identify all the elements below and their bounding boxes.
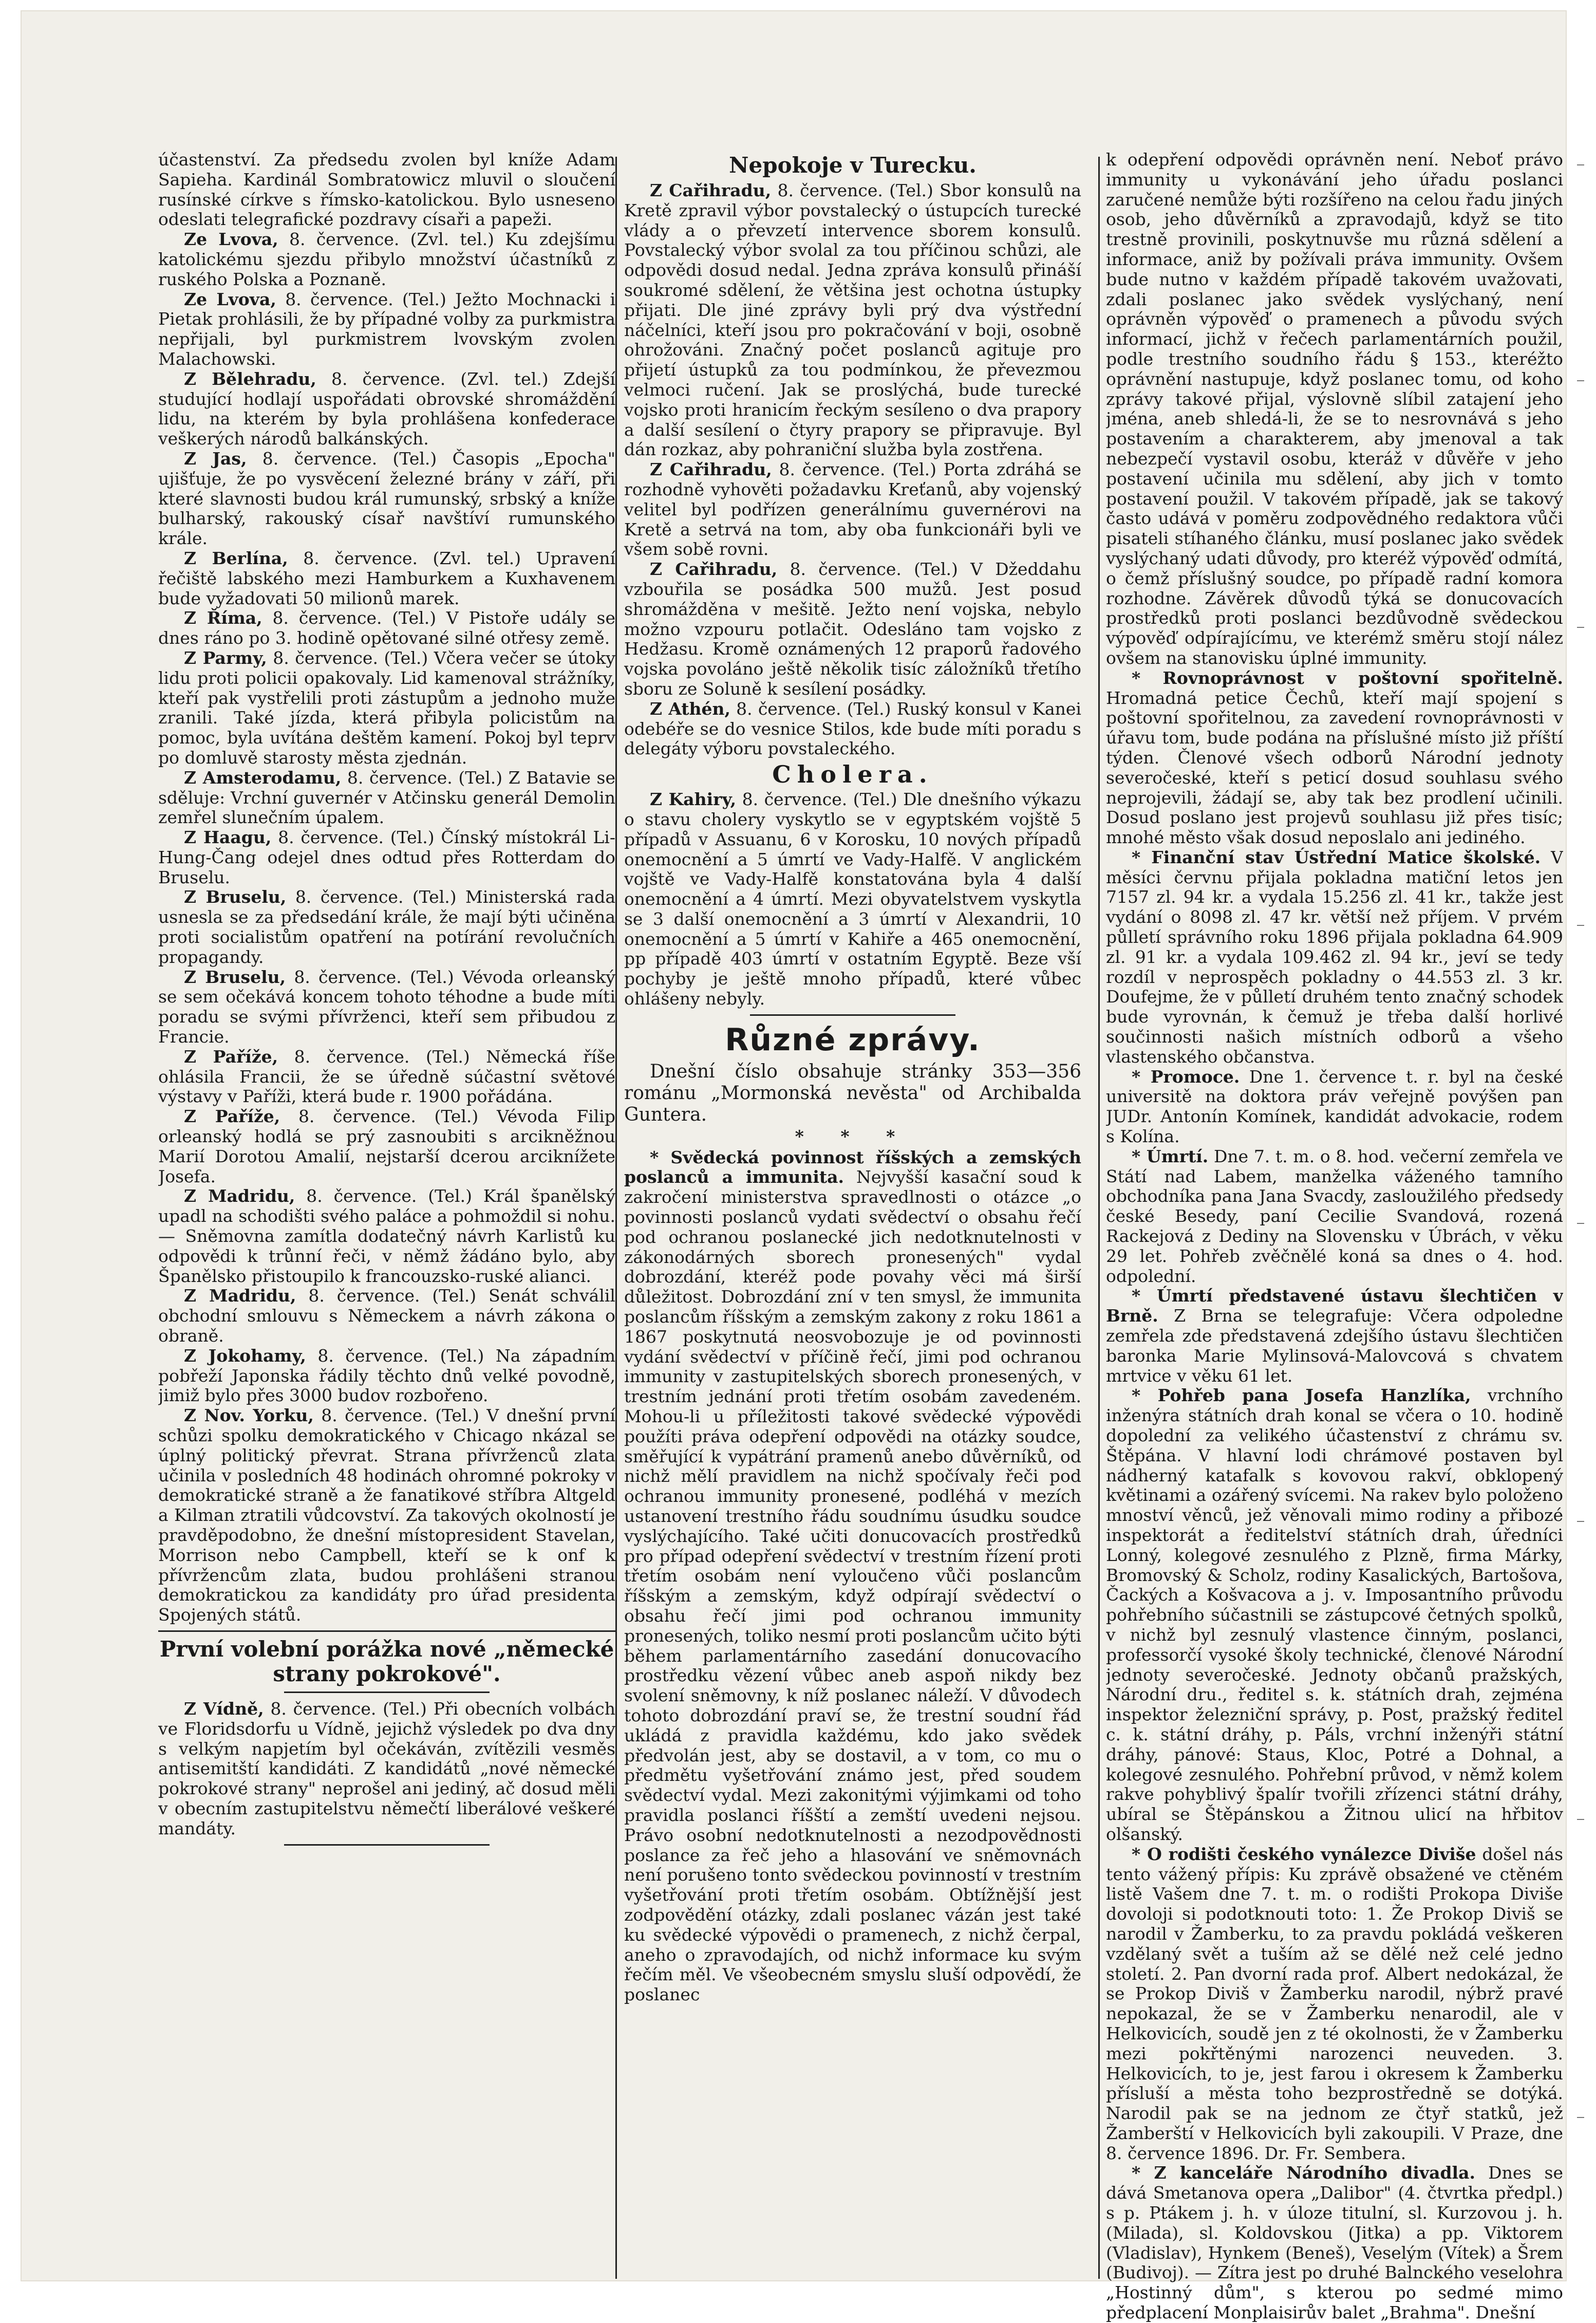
- news-item: [158, 828, 615, 887]
- news-item: [1106, 2163, 1563, 2322]
- dateline-place: Z Berlína,: [184, 548, 288, 568]
- dateline-place: Z Madridu,: [184, 1286, 296, 1306]
- news-text: V měsíci červnu přijala pokladna matiční letos jen 7157 zl. 94 kr. a vydala 15.256 zl. 41 kr., takže jest vydání o 8098 zl. 47 kr. větší než příjem. V prvém půlletí správního roku 1896 přijala pokladna 64.909 zl. 91 kr. a vydala 109.462 zl. 94 kr., jeví se tedy rozdíl v neprospěch pokladny o 44.553 zl. 3 kr. Doufejme, že v půlletí druhém tento značný schodek bude vyrovnán, k čemuž je třeba další horlivé součinnosti našich místních odborů a všeho vlastenského občanstva.: [1106, 847, 1563, 1067]
- news-text: 8. července. (Tel.) Při obecních volbách ve Floridsdorfu u Vídně, jejichž výsledek po dva dny s velkým napjetím byl očekáván, zvítězili vesměs antisemitští kandidáti. Z kandidátů „nové německé pokrokové strany" neprošel ani jediný, ač dosud měli v obecním zastupitelstvu němečtí liberálové veškeré mandáty.: [158, 1698, 615, 1838]
- column-3: [1106, 150, 1563, 2323]
- section-divider: [284, 1844, 490, 1846]
- news-text: Dne 7. t. m. o 8. hod. večerní zemřela ve Státí nad Labem, manželka váženého tamního obchodníka pana Jana Svacdy, zasloužilého předsedy české Besedy, paní Cecilie Svandová, rozená Rackejová z Dediny na Slovensku v Úbrách, v věku 29 let. Pohřeb zvěčnělé koná sa dnes o 4. hod. odpolední.: [1106, 1146, 1563, 1286]
- column-rule: [1098, 157, 1100, 2279]
- rubric-title: * Promoce.: [1132, 1066, 1240, 1087]
- news-text: 8. července. (Zvl. tel.) Zdejší studující hodlají uspořádati obrovské shromáždění lidu, na kterém by byla prohlášena konfederace veškerých národů balkánských.: [158, 368, 615, 449]
- dateline-place: Z Athén,: [650, 698, 730, 719]
- dateline-place: Z Amsterodamu,: [184, 767, 342, 788]
- news-item: [158, 887, 615, 967]
- news-item: [1106, 150, 1563, 668]
- news-text: 8. července. (Zvl. tel.) Upravení řečiště labského mezi Hamburkem a Kuxhavenem bude vyžadovati 50 milionů marek.: [158, 548, 615, 608]
- news-item: [158, 290, 615, 369]
- column-2: [624, 150, 1081, 2005]
- news-text: 8. července. (Tel.) Na západním pobřeží Japonska řádily těchto dnů velké povodně, jimiž bylo přes 3000 budov rozbořeno.: [158, 1345, 615, 1406]
- dateline-place: Z Paříže,: [184, 1106, 280, 1127]
- news-text: 8. července. (Tel.) Ježto Mochnacki i Pietak prohlásili, že by případné volby za purkmistra nepřijali, byl purkmistrem lvovským zvolen Malachowski.: [158, 289, 615, 369]
- news-item: [158, 1286, 615, 1346]
- news-text: 8. července. (Tel.) Porta zdráhá se rozhodně vyhověti požadavku Kreťanů, aby vojenský velitel byl podřízen generálnímu guvernérovi na Kretě a setrvá na tom, aby oba funkcionáři byli ve všem sobě rovni.: [624, 459, 1081, 560]
- dateline-place: Z Bruselu,: [184, 967, 286, 987]
- news-item: [158, 1406, 615, 1625]
- news-text: 8. července. (Tel.) V dnešní první schůzi spolku demokratického v Chicago nkázal se úplný politický převrat. Strana přívrženců zlata učinila v posledních 48 hodinách ohromné pokroky v demokratické straně a že fanatikové stříbra Altgeld a Kilman ztratili vůdcovství. Za takových okolností je pravděpodobno, že dnešní místopresident Stavelan, Morrison nebo Campbell, kteří se k onf k přívržencům zlata, budou prohlášeni stranou demokratickou za kandidáty pro úřad presidenta Spojených států.: [158, 1405, 615, 1625]
- news-text: 8. července. (Tel.) Vévoda orleanský se sem očekává koncem tohoto téhodne a bude míti poradu se svými přívrženci, kteří sem přibudou z Francie.: [158, 967, 615, 1047]
- news-text: 8. července. (Zvl. tel.) Ku zdejšímu katolickému sjezdu přibylo množství účastníků z ruského Polska a Poznaně.: [158, 229, 615, 289]
- news-item: [158, 968, 615, 1047]
- section-divider: [158, 1630, 615, 1632]
- news-text: 8. července. (Tel.) Z Batavie se sděluje: Vrchní guvernér v Atčinsku generál Demolin zemřel slunečním úpalem.: [158, 767, 615, 828]
- news-item: [624, 181, 1081, 460]
- dateline-place: Z Kahiry,: [650, 789, 737, 810]
- news-text: 8. července. (Tel.) Senát schválil obchodní smlouvu s Německem a návrh zákona o obraně.: [158, 1286, 615, 1346]
- rubric-title: * O rodišti českého vynálezce Diviše: [1132, 1844, 1476, 1864]
- dateline-place: Z Jas,: [184, 448, 247, 469]
- article-headline: První volební porážka nové „německé strany pokrokové".: [159, 1636, 614, 1686]
- news-text: došel nás tento vážený přípis: Ku zprávě obsažené ve ctěném listě Vašem dne 7. t. m. o rodišti Prokopa Diviše dovoloji si podotknouti toto: 1. Že Prokop Diviš se narodil v Žamberku, to za pravdu pokládá veškeren vzdělaný svět a tuším až se dělé než celé jedno století. 2. Pan dvorní rada prof. Albert nedokázal, že se Prokop Diviš v Žamberku narodil, nýbrž pravé nepokazal, že se v Žamberku nenarodil, ale v Helkovicích, soudě jen z té okolnosti, že v Žamberku mezi pokřtěnými narozenci neuveden. 3. Helkovicích, to je, jest farou i okresem k Žamberku přísluší a města toho bezprostředně se dotýká. Narodil pak se na jednom ze čtyř statků, jež Žamberští v Helkovicích byli zakoupili. V Praze, dne 8. července 1896. Dr. Fr. Sembera.: [1106, 1844, 1563, 2163]
- column-1: [158, 150, 615, 1852]
- news-text: Z Brna se telegrafuje: Včera odpoledne zemřela zde představená zdejšího ústavu šlechtičen baronka Marie Mylinsová-Malovcová s chvatem mrtvice v věku 61 let.: [1106, 1306, 1563, 1386]
- dateline-place: Z Madridu,: [184, 1186, 295, 1206]
- news-item: [624, 460, 1081, 560]
- dateline-place: Z Parmy,: [184, 647, 267, 668]
- page-edge-marks: [1577, 164, 1587, 2220]
- headline-underline: [284, 1692, 490, 1693]
- news-item: [158, 1346, 615, 1406]
- news-item: [624, 1148, 1081, 2005]
- news-text: Nejvyšší kasační soud k zakročení ministerstva spravedlnosti o otázce „o povinnosti poslanců vydati svědectví o obsahu řečí pod ochranou poslanecké jich nedotknutelnosti v zákonodárných sborech pronesených" vydal dobrozdání, kteréž pode povahy věci má širší důležitost. Dobrozdání zní v ten smysl, že immunita poslancům říšským a zemským zakony z roku 1861 a 1867 poskytnutá neosvobozuje je od povinnosti vydání svědectví v příčině řečí, jimi pod ochranou immunity v zastupitelských sborech pronesených, v trestním jednání proti třetím osobám zavedeném. Mohou-li u příležitosti takové svědecké výpovědi použíti práva odepření odpovědi na otázky soudce, směřující k vypátrání pramenů anebo důvěrníků, od nichž mělí pravidlem na nichž spočívaly řeči pod ochranou immunity pronesené, podléhá v mezích ustanovení trestního řádu soudnímu úsudku soudce vyslýchajícího. Také učiti donucovacích prostředků pro případ odepření svědectví v trestním řízení proti třetím osobám není vyloučeno vůči poslancům říšským a zemským, když odpírají svědectví o obsahu řečí jimi pod ochranou immunity pronesených, toliko nesmí proti poslancům učito býti během parlamentárního zasedání donucovacího prostředku vězení vůbec aneb aspoň nikdy bez svolení sněmovny, k níž poslanec náleží. V důvodech tohoto dobrozdání praví se, že trestní soudní řád ukládá z pravidla každému, kdo jako svědek předvolán jest, aby se dostavil, a v tom, co mu o předmětu vyšetřování známo jest, před soudem svědectví vydal. Mezi zakonitými výjimkami od toho pravidla poslanci říšští a zemští uvedeni nejsou. Právo osobní nedotknutelnosti a nezodpovědnosti poslance za řeč jeho a hlasování ve sněmovnách není porušeno tonto svědeckou povinností v trestním vyšetřování proti třetím osobám. Obtížnější jest zodpovědění otázky, zdali poslanec vázán jest také ku svědecké výpovědi o pramenech, z nichž čerpal, aneho o zpravodajích, od nichž informace ku svým řečím měl. Ve všeobecném smyslu sluší odpovědí, že poslanec: [624, 1167, 1081, 2005]
- news-text: 8. července. (Tel.) Vévoda Filip orleanský hodlá se prý zasnoubiti s arcikněžnou Marií Dorotou Amalií, nejstarší dcerou arciknížete Josefa.: [158, 1106, 615, 1186]
- rubric-title: * Finanční stav Ústřední Matice školské.: [1132, 847, 1541, 867]
- section-divider: [750, 1014, 956, 1016]
- news-text: 8. července. (Tel.) V Džeddahu vzbouřila se posádka 500 mužů. Jest posud shromážděna v mešitě. Ježto není vojska, nebylo možno vzpouru potlačit. Odesláno tam vojsko z Hedžasu. Kromě oznámených 12 praporů řadového vojska povoláno ještě několik tisíc záložníků třetího sboru ze Soluně k sesílení posádky.: [624, 559, 1081, 699]
- news-item: [158, 1186, 615, 1286]
- news-text: 8. července. (Tel.) Sbor konsulů na Kretě zpravil výbor povstalecký o ústupcích turecké vlády a o převzetí intervence sborem konsulů. Povstalecký výbor svolal za tou příčinou schůzi, ale odpovědi dosud nedal. Jedna zpráva konsulů přináší soukromé sdělení, že většina jest ochotna ústupky přijati. Dle jiné zprávy byli prý dva výstřední náčelníci, kteří jsou pro pokračování v boji, osobně ohrožováni. Značný počet poslanců agituje pro přijetí ústupků za tou podmínkou, že převezmou velmoci ručení. Jak se proslýchá, bude turecké vojsko proti hranicím řeckým sesíleno o dva prapory a další sesílení o čtyry prapory se připravuje. Byl dán rozkaz, aby pohraniční služba byla zostřena.: [624, 180, 1081, 460]
- dateline-place: Z Bělehradu,: [184, 368, 316, 389]
- dateline-place: Z Haagu,: [184, 827, 272, 848]
- news-text: 8. července. (Tel.) Německá říše ohlásila Francii, že se úředně súčastní světové výstavy v Paříži, která bude r. 1900 pořádána.: [158, 1046, 615, 1107]
- news-item: [1106, 1286, 1563, 1386]
- rubric-title: * Svědecká povinnost říšských a zemských poslanců a immunita.: [624, 1147, 1081, 1187]
- dateline-place: Z Nov. Yorku,: [184, 1405, 314, 1426]
- news-item: [158, 449, 615, 549]
- rubric-title: * Úmrtí.: [1132, 1146, 1209, 1166]
- section-headline: Nepokoje v Turecku.: [729, 153, 977, 178]
- rubric-title: * Z kanceláře Národního divadla.: [1132, 2163, 1475, 2183]
- news-text: 8. července. (Tel.) Dle dnešního výkazu o stavu cholery vyskytlo se v egyptském vojště 5 případů v Assuanu, 6 v Korosku, 10 nových případů onemocnění a 5 úmrtí ve Vady-Halfě. V anglickém vojště ve Vady-Halfě konstatována byla 4 další onemocnění a 4 úmrtí. Mezi obyvatelstvem vyskytla se 3 další onemocnění a 3 úmrtí v Alexandrii, 10 onemocnění a 5 úmrtí v Kahiře a 465 onemocnění, pp případě 403 úmrtí v ostatním Egyptě. Beze vší pochyby je ještě mnoho případů, které vůbec ohlášeny nebyly.: [624, 789, 1081, 1009]
- news-text: 8. července. (Tel.) Čínský místokrál Li-Hung-Čang odejel dnes odtud přes Rotterdam do Bruselu.: [158, 827, 615, 887]
- news-item: [1106, 848, 1563, 1067]
- news-item: [624, 790, 1081, 1009]
- rubric-title: * Pohřeb pana Josefa Hanzlíka,: [1132, 1385, 1471, 1406]
- news-text: 8. července. (Tel.) Král španělský upadl na schodišti svého paláce a pohmoždil si nohu. — Sněmovna zamítla dodatečný návrh Karlistů ku odpovědi k trůnní řeči, v němž žádáno bylo, aby Španělsko přistoupilo k francouzsko-ruské alianci.: [158, 1186, 615, 1286]
- news-text: 8. července. (Tel.) V Pistoře udály se dnes ráno po 3. hodině opětované silné otřesy země.: [158, 608, 615, 648]
- news-text: 8. července. (Tel.) Časopis „Epocha" ujišťuje, že po vysvěcení železné brány v září, při které slavnosti budou král rumunský, srbský a kníže bulharský, rakouský císař navštíví rumunského krále.: [158, 448, 615, 549]
- dateline-place: Z Bruselu,: [184, 887, 287, 907]
- news-item: [1106, 1147, 1563, 1287]
- news-item: [624, 560, 1081, 699]
- news-item: [158, 608, 615, 648]
- news-text: vrchního inženýra státních drah konal se včera o 10. hodině dopolední za velikého účastenství z chrámu sv. Štěpána. V hlavní lodi chrámové postaven byl nádherný katafalk s kovovou rakví, obklopený květinami a ozářený svícemi. Na rakev bylo položeno mnoství věnců, jež věnovali mimo rodiny a přibozé inspektorát a ředitelství státních drah, úředníci Lonný, kolegové zesnulého z Plzně, firma Márky, Bromovský & Scholz, rodiny Kasalických, Bartošova, Čackých a Košvacova a j. v. Imposantního průvodu pohřebního súčastnili se zástupcové četných spolků, v nichž byl zesnulý vlastence činným, poslanci, professorčí vysoké školy technické, členové Národní jednoty severočeské. Jednoty občanů pražských, Národní dru., ředitel s. k. státních drah, zejména inspektor železniční správy, p. Post, pražský ředitel c. k. státní dráhy, p. Páls, vrchní inženýři státní dráhy, pánové: Staus, Kloc, Potré a Dohnal, a kolegové zesnulého. Pohřební průvod, v němž kolem rakve pohyblivý špalír tvořili zřízenci státní dráhy, ubíral se Štěpánskou a Žitnou ulicí na hřbitov olšanský.: [1106, 1385, 1563, 1844]
- news-item: [158, 648, 615, 768]
- news-text: 8. července. (Tel.) Ministerská rada usnesla se za předsedání krále, že mají býti učiněna proti socialistům opatření na potírání revolučních propagandy.: [158, 887, 615, 967]
- news-item: [158, 549, 615, 608]
- article-paragraph: účastenství. Za předsedu zvolen byl kníže Adam Sapieha. Kardinál Sombratowicz mluvil o sloučení rusínské církve s římsko-katolickou. Bylo usneseno odeslati telegrafické pozdravy císaři a papeži.: [158, 150, 615, 230]
- rubric-title: * Úmrtí představené ústavu šlechtičen v Brně.: [1106, 1286, 1563, 1326]
- news-item: [1106, 668, 1563, 848]
- intro-paragraph: Dnešní číslo obsahuje stránky 353—356 románu „Mormonská nevěsta" od Archibalda Guntera.: [624, 1061, 1081, 1125]
- column-rule: [615, 157, 617, 2279]
- news-item: [158, 1699, 615, 1839]
- news-item: [158, 768, 615, 828]
- news-item: [1106, 1067, 1563, 1147]
- news-text: Dnes se dává Smetanova opera „Dalibor" (4. čtvrtka předpl.) s p. Ptákem j. h. v úloze titulní, sl. Kurzovou j. h. (Milada), sl. Koldovskou (Jitka) a pp. Viktorem (Vladislav), Hynkem (Beneš), Veselým (Vítek) a Šrem (Budivoj). — Zítra jest po druhé Balnckého veselohra „Hostinný dům", s kterou po sedmé mimo předplacení Monplaisirův balet „Brahma". Dnešní: [1106, 2163, 1563, 2323]
- news-text: 8. července. (Tel.) Včera večer se útoky lidu proti policii opakovaly. Lid kamenoval strážníky, kteří pak vystřelili proti zástupům a jednoho muže zranili. Také jízda, která přibyla policistům na pomoc, byla uvítána deštěm kamení. Pokoj byl teprv po domluvě starosty města zjednán.: [158, 647, 615, 768]
- dateline-place: Z Cařihradu,: [650, 459, 772, 480]
- news-item: [158, 230, 615, 289]
- dateline-place: Ze Lvova,: [184, 229, 278, 250]
- news-item: [158, 369, 615, 449]
- news-item: [624, 699, 1081, 759]
- section-headline: Různé zprávy.: [725, 1021, 981, 1058]
- rubric-title: * Rovnoprávnost v poštovní spořitelně.: [1132, 667, 1563, 688]
- star-separator: * * *: [795, 1126, 911, 1146]
- news-text: 8. července. (Tel.) Ruský konsul v Kanei odebéře se do vesnice Stilos, kde bude míti poradu s delegáty výboru povstaleckého.: [624, 698, 1081, 759]
- news-item: [158, 1047, 615, 1107]
- dateline-place: Z Vídně,: [184, 1698, 264, 1719]
- dateline-place: Z Cařihradu,: [650, 180, 772, 200]
- dateline-place: Z Cařihradu,: [650, 559, 778, 580]
- news-item: [1106, 1386, 1563, 1844]
- news-text: Hromadná petice Čechů, kteří mají spojení s poštovní spořitelnou, za zavedení rovnoprávnosti v úřavu tom, bude podána na příslušné místo již příští týden. Členové všech odborů Národní jednoty severočeské, kteří s peticí dosud souhlasu svého neprojevili, žádají se, aby tak bez prodlení učinili. Dosud poslano jest projevů souhlasu již přes tisíc; mnohé město však dosud neposlalo ani jediného.: [1106, 687, 1563, 848]
- news-text: k odepření odpovědi oprávněn není. Neboť právo immunity u vykonávání jeho úřadu poslanci zaručené nemůže býti rozšířeno na celou řadu jiných osob, jeho důvěrníků a zpravodajů, když se tito trestně provinili, poskytnuvše mu různá sdělení a informace, aniž by požívali práva immunity. Ovšem bude nutno v každém případě takovém uvažovati, zdali poslanec jako svědek vyslýchaný, není oprávněn výpověď o pramenech a původu svých informací, jichž v řečech parlamentárních použil, podle trestního soudního řádu § 153., kteréžto oprávnění nastupuje, když poslanec tomu, od koho zprávy takové přijal, výslovně slíbil zatajení jeho jména, aneb shledá-li, že se to nesrovnává s jeho postavením a charakterem, aby jmenoval a tak nebezpečí vystavil osobu, kteráž v důvěře v jeho postavení učinila mu sdělení, aby jich v tomto postavení použil. V takovém případě, jak se takový často udává v poměru zodpovědného redaktora vůči pisateli stíhaného článku, musí poslanec jako svědek vyslýchaný udati důvody, pro kteréž výpověď odmítá, o čemž příslušný soudce, po případě radní komora rozhodne. Závěrek důvodů týká se donucovacích prostředků proti poslanci bezdůvodně svědeckou výpověď odpírajícímu, ve kterémž směru stojí nález ovšem na stanovisku úplné immunity.: [1106, 150, 1563, 668]
- dateline-place: Z Říma,: [184, 608, 262, 628]
- news-item: [158, 1107, 615, 1186]
- dateline-place: Ze Lvova,: [184, 289, 276, 309]
- news-item: [1106, 1845, 1563, 2164]
- dateline-place: Z Paříže,: [184, 1046, 278, 1067]
- news-text: Dne 1. července t. r. byl na české universitě na doktora práv veřejně povýšen pan JUDr. Antonín Komínek, kandidát advokacie, rodem s Kolína.: [1106, 1066, 1563, 1147]
- dateline-place: Z Jokohamy,: [184, 1345, 306, 1366]
- section-headline: Cholera.: [772, 760, 933, 789]
- newspaper-page: [21, 10, 1567, 2323]
